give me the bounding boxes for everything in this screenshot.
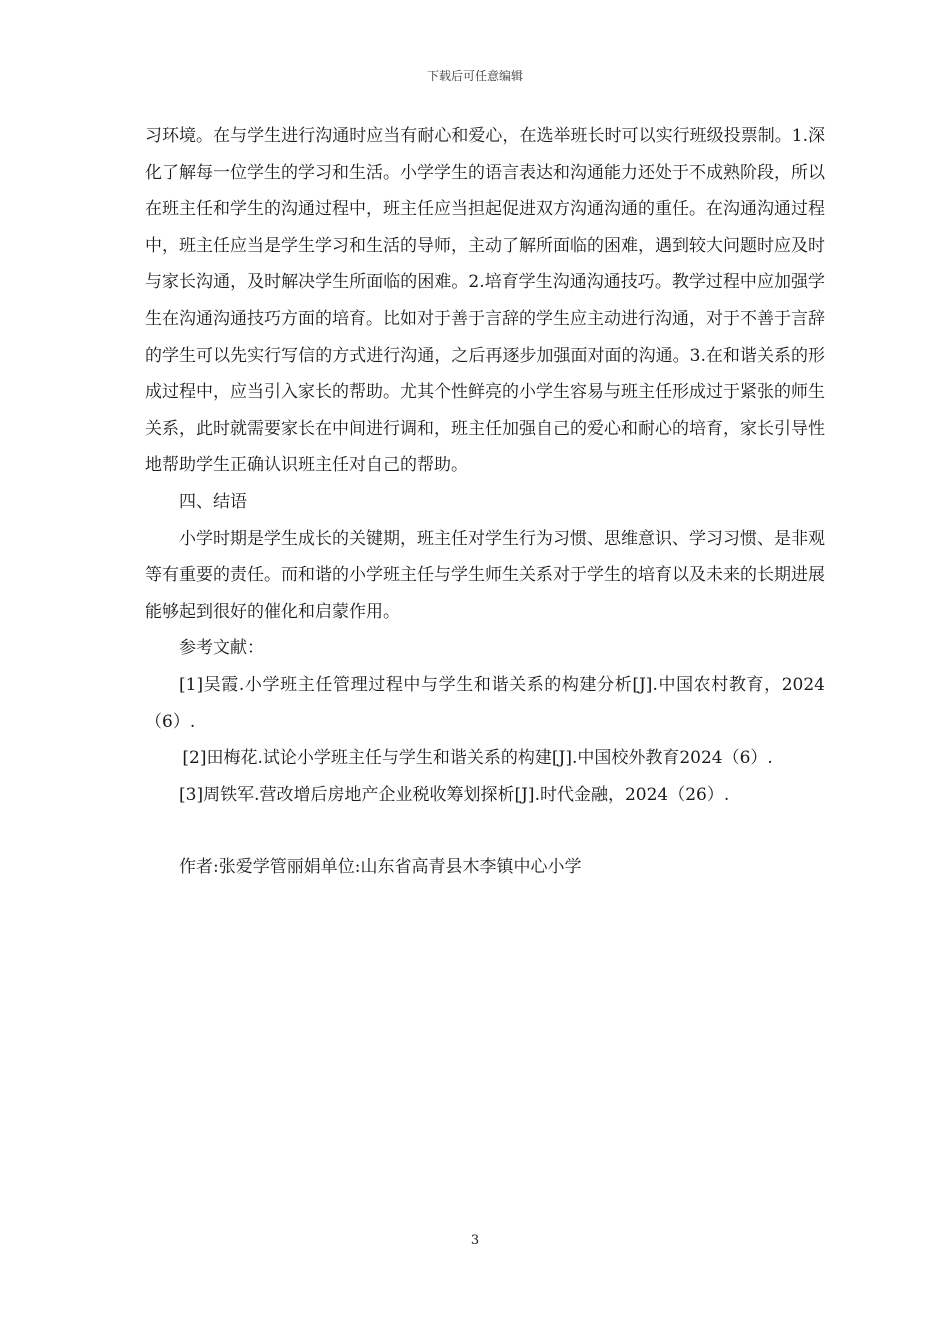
author-line: 作者:张爱学管丽娟单位:山东省高青县木李镇中心小学 xyxy=(179,857,582,878)
conclusion-paragraph: 小学时期是学生成长的关键期，班主任对学生行为习惯、思维意识、学习习惯、是非观等有重要的责任。而和谐的小学班主任与学生师生关系对于学生的培育以及未来的长期进展能够起到很好的催化和启蒙作用。 xyxy=(145,528,825,622)
reference-item-1: [1]吴霞.小学班主任管理过程中与学生和谐关系的构建分析[J].中国农村教育，2024（6）. xyxy=(145,674,825,732)
reference-item-2: [2]田梅花.试论小学班主任与学生和谐关系的构建[J].中国校外教育2024（6）. xyxy=(182,748,773,769)
document-body xyxy=(145,118,825,886)
section-heading-conclusion: 四、结语 xyxy=(179,491,247,512)
page-number: 3 xyxy=(470,1233,480,1248)
references-heading: 参考文献： xyxy=(179,638,264,659)
page-header-note: 下载后可任意编辑 xyxy=(426,69,523,83)
body-paragraph: 习环境。在与学生进行沟通时应当有耐心和爱心，在选举班长时可以实行班级投票制。1.深化了解每一位学生的学习和生活。小学学生的语言表达和沟通能力还处于不成熟阶段，所以在班主任和学生的沟通过程中，班主任应当担起促进双方沟通沟通的重任。在沟通沟通过程中，班主任应当是学生学习和生活的导师，主动了解所面临的困难，遇到较大问题时应及时与家长沟通，及时解决学生所面临的困难。2.培育学生沟通沟通技巧。教学过程中应加强学生在沟通沟通技巧方面的培育。比如对于善于言辞的学生应主动进行沟通，对于不善于言辞的学生可以先实行写信的方式进行沟通，之后再逐步加强面对面的沟通。3.在和谐关系的形成过程中，应当引入家长的帮助。尤其个性鲜亮的小学生容易与班主任形成过于紧张的师生关系，此时就需要家长在中间进行调和，班主任加强自己的爱心和耐心的培育，家长引导性地帮助学生正确认识班主任对自己的帮助。 xyxy=(145,126,825,476)
reference-item-3: [3]周铁军.营改增后房地产企业税收筹划探析[J].时代金融，2024（26）. xyxy=(179,784,730,805)
